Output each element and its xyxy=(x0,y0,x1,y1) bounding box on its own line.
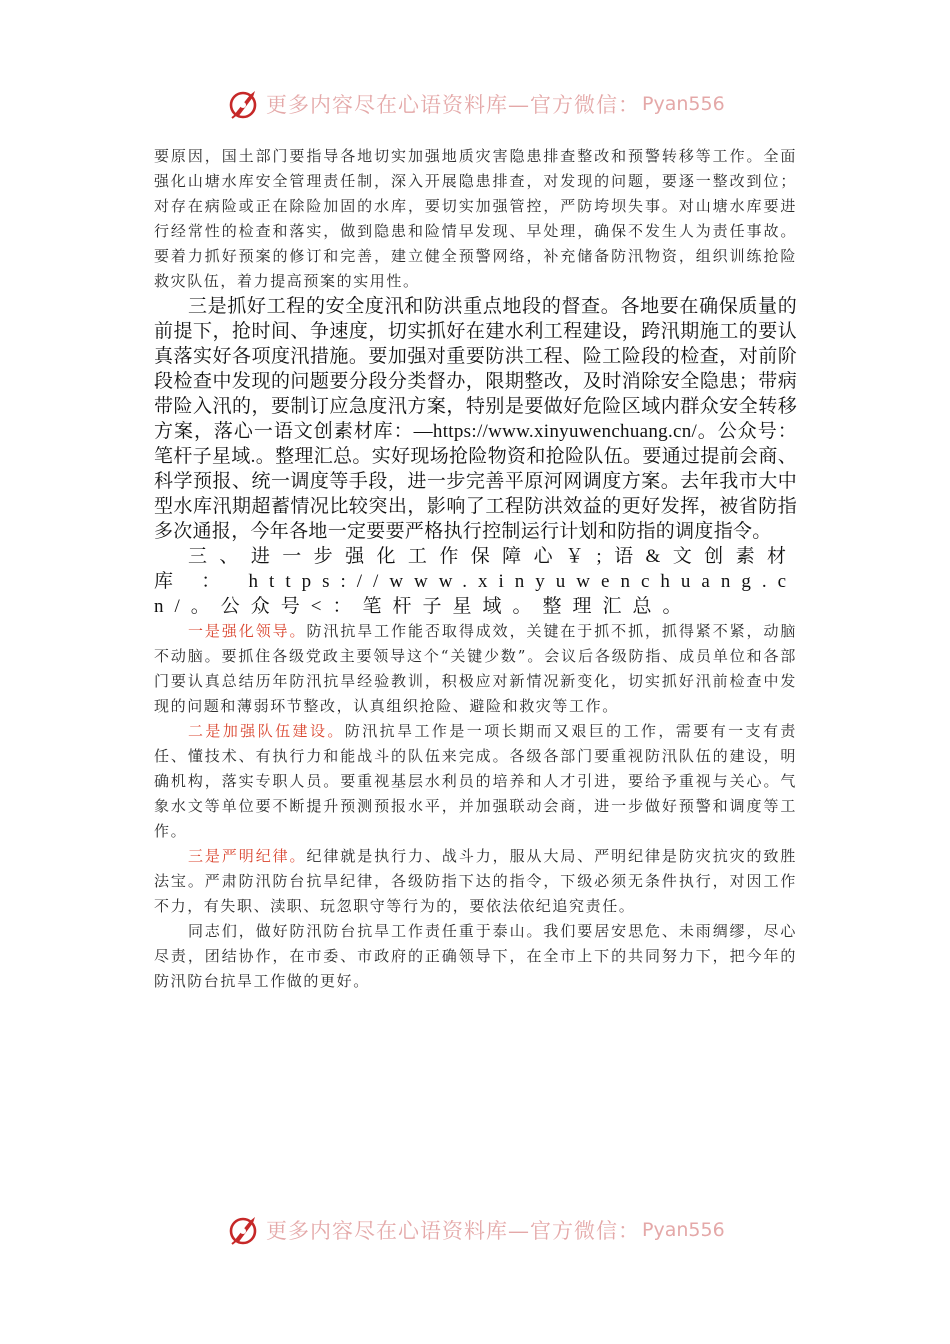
paragraph-team xyxy=(154,719,797,844)
paragraph-1: 要原因，国土部门要指导各地切实加强地质灾害隐患排查整改和预警转移等工作。全面强化山塘水库安全管理责任制，深入开展隐患排查，对发现的问题，要逐一整改到位；对存在病险或正在除险加固的水库，要切实加强管控，严防垮坝失事。对山塘水库要进行经常性的检查和落实，做到隐患和险情早发现、早处理，确保不发生人为责任事故。要着力抓好预案的修订和完善，建立健全预警网络，补充储备防汛物资，组织训练抢险救灾队伍，着力提高预案的实用性。 xyxy=(154,147,797,290)
paragraph-leadership xyxy=(154,619,797,719)
footer-banner xyxy=(228,1210,748,1250)
banner-wechat-id: Pyan556 xyxy=(642,1219,725,1241)
subheading-leadership: 一是强化领导。 xyxy=(188,622,307,640)
paragraph-team-body: 防汛抗旱工作是一项长期而又艰巨的工作，需要有一支有责任、懂技术、有执行力和能战斗的队伍来完成。各级各部门要重视防汛队伍的建设，明确机构，落实专职人员。要重视基层水利员的培养和人才引进，要给予重视与关心。气象水文等单位要不断提升预测预报水平，并加强联动会商，进一步做好预警和调度等工作。 xyxy=(154,722,797,840)
paragraph-discipline xyxy=(154,844,797,919)
subheading-team: 二是加强队伍建设。 xyxy=(188,722,345,740)
paragraph-closing: 同志们，做好防汛防台抗旱工作责任重于泰山。我们要居安思危、未雨绸缪，尽心尽责，团结协作，在市委、市政府的正确领导下，在全市上下的共同努力下，把今年的防汛防台抗旱工作做的更好。 xyxy=(154,922,797,990)
banner-wechat-id: Pyan556 xyxy=(642,93,725,115)
section-heading-3 xyxy=(154,544,797,619)
paragraph-leadership-body: 防汛抗旱工作能否取得成效，关键在于抓不抓，抓得紧不紧，动脑不动脑。要抓住各级党政主要领导这个“关键少数”。会议后各级防指、成员单位和各部门要认真总结历年防汛抗旱经验教训，积极应对新情况新变化，切实抓好汛前检查中发现的问题和薄弱环节整改，认真组织抢险、避险和救灾等工作。 xyxy=(154,622,797,715)
subheading-discipline: 三是严明纪律。 xyxy=(188,847,307,865)
section-heading-3-text: 三、进一步强化工作保障心￥;语&文创素材库：https://www.xinyuwenchuang.cn/。公众号<：笔杆子星域。整理汇总。 xyxy=(154,546,797,617)
pen-nib-logo-icon xyxy=(228,1213,262,1247)
banner-text: 更多内容尽在心语资料库—官方微信： xyxy=(266,1219,640,1243)
pen-nib-logo-icon xyxy=(228,87,262,121)
paragraph-discipline-body: 纪律就是执行力、战斗力，服从大局、严明纪律是防灾抗灾的致胜法宝。严肃防汛防台抗旱纪律，各级防指下达的指令，下级必须无条件执行，对因工作不力，有失职、渎职、玩忽职守等行为的，要依法依纪追究责任。 xyxy=(154,847,797,915)
document-body xyxy=(154,144,797,994)
paragraph-2: 三是抓好工程的安全度汛和防洪重点地段的督查。各地要在确保质量的前提下，抢时间、争速度，切实抓好在建水利工程建设，跨汛期施工的要认真落实好各项度汛措施。要加强对重要防洪工程、险工险段的检查，对前阶段检查中发现的问题要分段分类督办，限期整改，及时消除安全隐患；带病带险入汛的，要制订应急度汛方案，特别是要做好危险区域内群众安全转移方案，落心一语文创素材库：—https://www.xinyuwenchuang.cn/。公众号：笔杆子星域.。整理汇总。实好现场抢险物资和抢险队伍。要通过提前会商、科学预报、统一调度等手段，进一步完善平原河网调度方案。去年我市大中型水库汛期超蓄情况比较突出，影响了工程防洪效益的更好发挥，被省防指多次通报，今年各地一定要要严格执行控制运行计划和防指的调度指令。 xyxy=(154,296,797,542)
header-banner xyxy=(228,84,748,124)
banner-text: 更多内容尽在心语资料库—官方微信： xyxy=(266,93,640,117)
